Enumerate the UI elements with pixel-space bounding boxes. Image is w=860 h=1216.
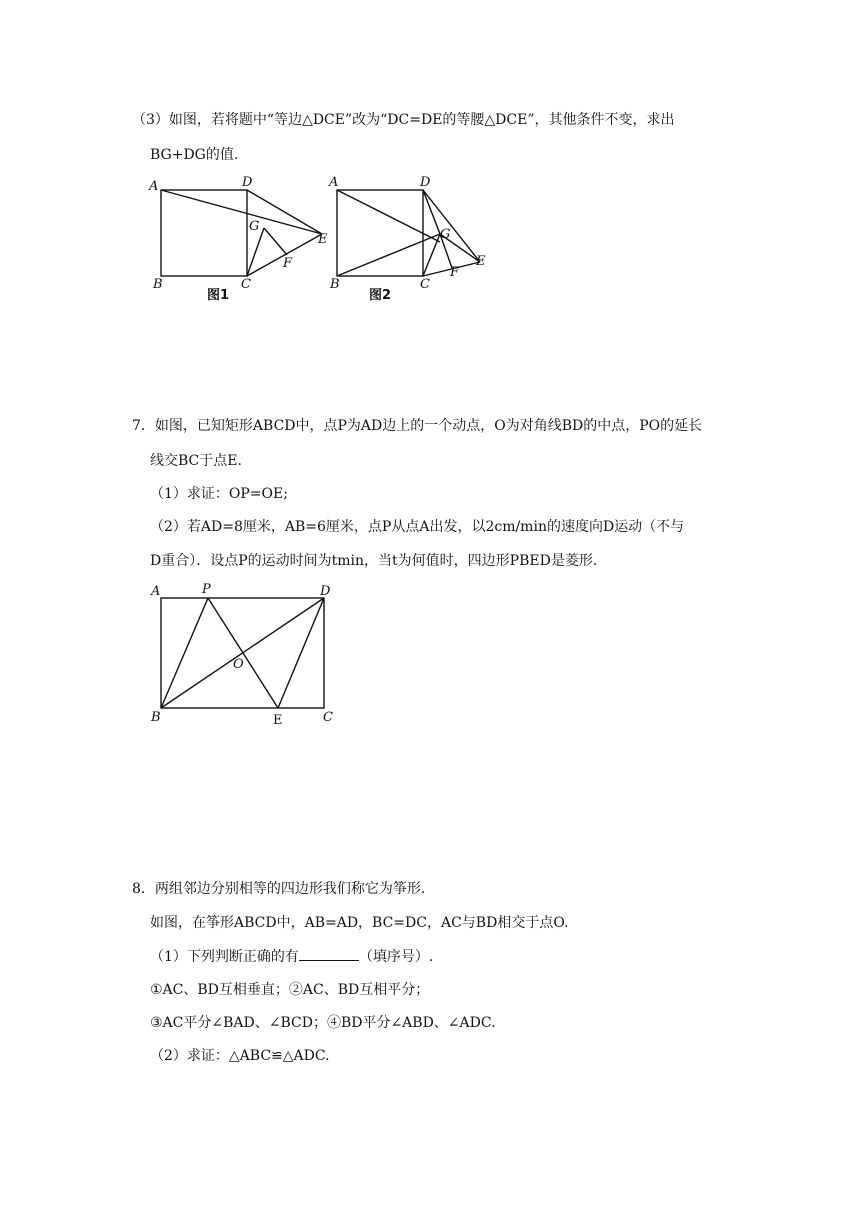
fig2-label-g: G [440,227,451,242]
fig2-caption: 图2 [369,288,392,303]
fig2-label-c: C [420,277,430,292]
figure-7 [140,575,350,730]
fig7-label-e: E [273,713,283,728]
fig2-label-f: F [450,265,460,280]
figure-6 [140,170,500,310]
fig1-label-g: G [249,219,260,234]
answer-blank[interactable] [299,946,359,961]
fig7-label-p: P [202,582,211,597]
fig1-label-d: D [242,175,253,190]
fig2-label-b: B [330,277,340,292]
q8-line2: 如图，在筝形ABCD中，AB=AD，BC=DC，AC与BD相交于点O. [150,915,569,931]
q8-line1: 8．两组邻边分别相等的四边形我们称它为筝形. [132,881,426,897]
fig2-label-e: E [476,254,486,269]
q8-options-line2: ③AC平分∠BAD、∠BCD；④BD平分∠ABD、∠ADC. [150,1015,496,1031]
fig7-label-d: D [320,584,331,599]
q7-line1: 7．如图，已知矩形ABCD中，点P为AD边上的一个动点，O为对角线BD的中点，PO的延长 [132,418,703,434]
q8-part1 [150,946,433,967]
fig1-label-c: C [241,277,251,292]
fig7-label-c: C [323,710,333,725]
q8-part1-suffix: （填序号）. [358,949,434,965]
fig2-label-d: D [420,175,431,190]
q6-part3-line2: BG+DG的值. [150,147,239,163]
q8-part1-prefix: （1）下列判断正确的有 [150,949,299,965]
fig1-label-b: B [153,277,163,292]
q7-part2-line2: D重合）．设点P的运动时间为tmin，当t为何值时，四边形PBED是菱形. [150,553,598,569]
fig7-label-b: B [151,710,161,725]
fig1-label-a: A [149,179,159,194]
fig7-label-a: A [151,584,161,599]
q7-part1: （1）求证：OP=OE; [150,486,288,502]
fig1-label-f: F [283,256,293,271]
fig7-label-o: O [233,657,244,672]
q7-line2: 线交BC于点E. [150,453,242,469]
fig2-label-a: A [329,175,339,190]
q8-options-line1: ①AC、BD互相垂直；②AC、BD互相平分； [150,982,430,998]
q7-part2-line1: （2）若AD=8厘米，AB=6厘米，点P从点A出发，以2cm/min的速度向D运动（不与 [150,519,685,535]
q8-part2: （2）求证：△ABC≌△ADC. [150,1048,330,1064]
fig1-caption: 图1 [207,288,230,303]
q6-part3-line1: （3）如图，若将题中“等边△DCE”改为“DC=DE的等腰△DCE”，其他条件不变，求出 [132,112,675,128]
fig1-label-e: E [318,232,328,247]
